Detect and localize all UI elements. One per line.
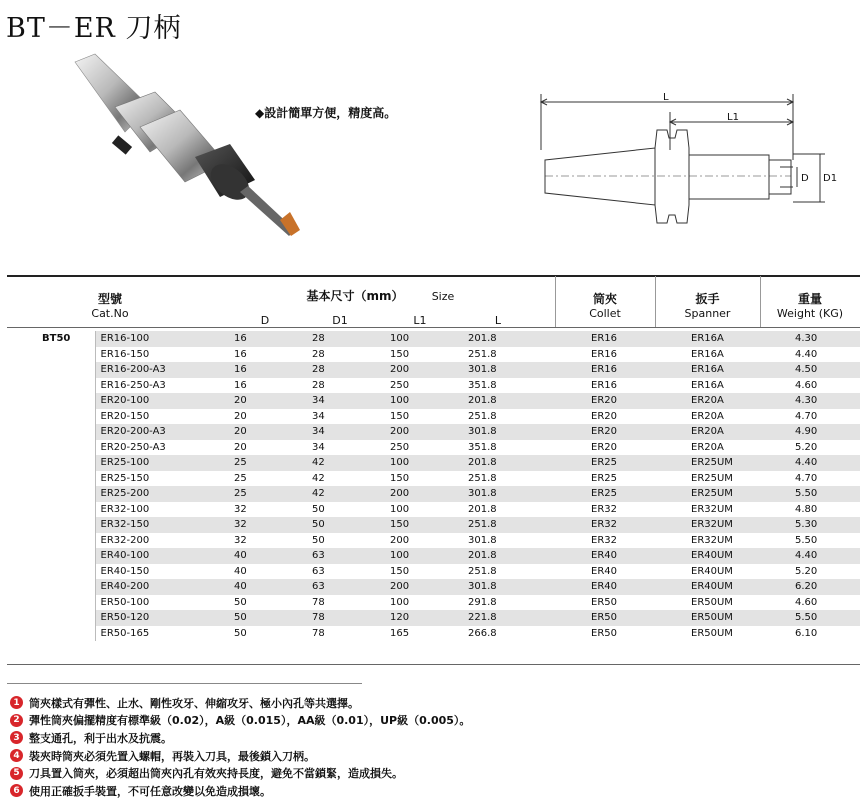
- cell-collet: ER25: [556, 455, 656, 471]
- cell-cat: ER40-200: [95, 579, 220, 595]
- header-catno: Cat.No: [91, 307, 129, 320]
- table-row: [7, 610, 860, 626]
- header-weight-en: Weight (KG): [776, 307, 844, 320]
- cell-D: 25: [234, 472, 247, 484]
- cell-spanner: ER20A: [656, 424, 760, 440]
- table-row: [7, 440, 860, 456]
- table-row: [7, 424, 860, 440]
- cell-collet: ER32: [591, 503, 617, 515]
- table-row: [7, 471, 860, 487]
- cell-spanner: ER50UM: [691, 596, 733, 608]
- table-row: [7, 378, 860, 394]
- page-title: BT－ER 刀柄: [6, 13, 182, 44]
- cell-weight: 4.40: [760, 455, 860, 471]
- group-cell: [7, 347, 95, 363]
- cell-cat: ER32-200: [95, 533, 220, 549]
- cell-weight: 6.10: [795, 627, 818, 639]
- cell-cat: ER16-250-A3: [95, 378, 220, 394]
- note-number-badge: 2: [10, 714, 23, 727]
- header-divider: [760, 276, 761, 327]
- cell-weight: 4.80: [795, 503, 818, 515]
- cell-D: 32: [234, 534, 247, 546]
- cell-L1: 200: [390, 534, 410, 546]
- cell-D1: 28: [298, 362, 376, 378]
- cell-L1: 165: [390, 627, 410, 639]
- table-row: [7, 502, 860, 518]
- note-text: 裝夾時筒夾必須先置入螺帽，再裝入刀具，最後鎖入刀柄。: [29, 749, 315, 763]
- cell-collet: ER20: [591, 410, 617, 422]
- group-cell: [7, 626, 95, 642]
- cell-spanner: ER20A: [656, 393, 760, 409]
- table-row: [7, 564, 860, 580]
- cell-D: 50: [234, 596, 247, 608]
- cell-cat: ER32-100: [95, 502, 220, 518]
- group-cell: [7, 502, 95, 518]
- cell-cat: ER25-200: [95, 486, 220, 502]
- cell-L: 201.8: [468, 503, 497, 515]
- group-cell: [7, 533, 95, 549]
- note-number-badge: 3: [10, 731, 23, 744]
- header-spanner-cn: 扳手: [695, 292, 720, 306]
- cell-cat: ER20-100: [95, 393, 220, 409]
- table-row: [7, 595, 860, 611]
- header-D: D: [260, 314, 270, 327]
- table-row: [7, 486, 860, 502]
- group-cell: [7, 440, 95, 456]
- cell-weight: 5.20: [795, 565, 818, 577]
- cell-D1: 42: [298, 486, 376, 502]
- cell-L1: 250: [390, 379, 410, 391]
- group-cell: [7, 486, 95, 502]
- table-row: [7, 455, 860, 471]
- cell-L1: 250: [390, 441, 410, 453]
- header-divider: [555, 276, 556, 327]
- notes-rule: [7, 683, 362, 684]
- table-row: [7, 533, 860, 549]
- cell-weight: 5.50: [760, 486, 860, 502]
- cell-L1: 200: [376, 486, 454, 502]
- cell-L: 301.8: [454, 579, 556, 595]
- cell-D1: 50: [298, 517, 376, 533]
- note-text: 彈性筒夾偏擺精度有標準級（0.02），A級（0.015），AA級（0.01），UP級（0.005）。: [29, 714, 471, 728]
- cell-D: 32: [234, 503, 247, 515]
- cell-spanner: ER16A: [656, 362, 760, 378]
- cell-D: 50: [234, 627, 247, 639]
- cell-collet: ER40: [556, 548, 656, 564]
- cell-L: 301.8: [454, 486, 556, 502]
- cell-D1: 34: [298, 393, 376, 409]
- cell-spanner: ER32UM: [691, 503, 733, 515]
- cell-cat: ER25-150: [95, 471, 220, 487]
- cell-D1: 50: [312, 503, 325, 515]
- header-L: L: [494, 314, 502, 327]
- cell-D: 40: [220, 579, 298, 595]
- cell-L1: 100: [390, 596, 410, 608]
- cell-collet: ER50: [556, 610, 656, 626]
- cell-L1: 150: [376, 517, 454, 533]
- dimension-drawing: [535, 90, 845, 255]
- cell-cat: ER40-100: [95, 548, 220, 564]
- dim-D: D: [801, 173, 809, 184]
- cell-spanner: ER20A: [691, 410, 724, 422]
- dim-L1: L1: [727, 112, 739, 123]
- cell-L: 351.8: [468, 441, 497, 453]
- notes-list: [10, 694, 470, 800]
- cell-collet: ER50: [591, 596, 617, 608]
- header-divider: [655, 276, 656, 327]
- note-item: [10, 729, 470, 747]
- cell-L1: 200: [376, 424, 454, 440]
- table-bottom-rule: [7, 664, 860, 665]
- cell-cat: ER40-150: [95, 564, 220, 580]
- cell-weight: 4.40: [795, 348, 818, 360]
- cell-D1: 34: [312, 410, 325, 422]
- cell-D: 20: [234, 410, 247, 422]
- cell-collet: ER32: [556, 517, 656, 533]
- cell-D: 40: [220, 548, 298, 564]
- table-row: [7, 362, 860, 378]
- cell-weight: 4.60: [795, 379, 818, 391]
- tool-holder-photo: [55, 52, 305, 242]
- cell-L: 301.8: [454, 362, 556, 378]
- cell-D1: 63: [312, 565, 325, 577]
- cell-L: 291.8: [468, 596, 497, 608]
- note-number-badge: 6: [10, 784, 23, 797]
- cell-spanner: ER25UM: [691, 472, 733, 484]
- group-cell: [7, 610, 95, 626]
- cell-L: 301.8: [454, 424, 556, 440]
- cell-L: 251.8: [454, 517, 556, 533]
- cell-collet: ER25: [556, 486, 656, 502]
- header-collet-cn: 筒夾: [592, 292, 617, 306]
- cell-D: 16: [234, 379, 247, 391]
- cell-cat: ER32-150: [95, 517, 220, 533]
- cell-spanner: ER20A: [691, 441, 724, 453]
- note-text: 使用正確扳手裝置，不可任意改變以免造成損壞。: [29, 784, 271, 798]
- cell-cat: ER50-120: [95, 610, 220, 626]
- group-cell: [7, 362, 95, 378]
- cell-weight: 5.50: [760, 610, 860, 626]
- group-cell: [7, 579, 95, 595]
- header-model: 型號: [97, 292, 122, 306]
- cell-spanner: ER16A: [691, 379, 724, 391]
- cell-collet: ER50: [591, 627, 617, 639]
- cell-spanner: ER40UM: [656, 579, 760, 595]
- cell-L1: 150: [390, 565, 410, 577]
- table-row: [7, 548, 860, 564]
- cell-weight: 4.70: [795, 472, 818, 484]
- spec-table: [7, 331, 860, 641]
- cell-D: 20: [234, 441, 247, 453]
- cell-L: 201.8: [454, 331, 556, 347]
- note-number-badge: 4: [10, 749, 23, 762]
- cell-D: 50: [220, 610, 298, 626]
- cell-weight: 4.60: [795, 596, 818, 608]
- cell-weight: 4.40: [760, 548, 860, 564]
- header-collet-en: Collet: [589, 307, 621, 320]
- group-cell: [7, 595, 95, 611]
- cell-L1: 100: [376, 393, 454, 409]
- note-item: [10, 694, 470, 712]
- cell-collet: ER20: [556, 424, 656, 440]
- group-cell: [7, 517, 95, 533]
- cell-D: 32: [220, 517, 298, 533]
- table-row: [7, 517, 860, 533]
- cell-D: 40: [234, 565, 247, 577]
- cell-L1: 100: [376, 331, 454, 347]
- group-cell: [7, 424, 95, 440]
- cell-L1: 200: [376, 579, 454, 595]
- group-cell: BT50: [42, 333, 71, 344]
- cell-collet: ER16: [591, 348, 617, 360]
- cell-weight: 5.50: [795, 534, 818, 546]
- cell-D1: 28: [312, 348, 325, 360]
- note-item: [10, 782, 470, 800]
- cell-spanner: ER16A: [691, 348, 724, 360]
- cell-D1: 50: [312, 534, 325, 546]
- group-cell: [7, 471, 95, 487]
- cell-L: 251.8: [468, 565, 497, 577]
- cell-collet: ER40: [556, 579, 656, 595]
- header-rule: [7, 327, 860, 328]
- group-cell: [7, 378, 95, 394]
- header-basic-size: 基本尺寸（mm）: [306, 289, 404, 303]
- cell-L: 251.8: [468, 410, 497, 422]
- cell-spanner: ER32UM: [691, 534, 733, 546]
- cell-L: 201.8: [454, 548, 556, 564]
- header-D1: D1: [332, 314, 348, 327]
- cell-weight: 4.30: [760, 331, 860, 347]
- cell-D: 25: [220, 455, 298, 471]
- note-number-badge: 1: [10, 696, 23, 709]
- cell-cat: ER25-100: [95, 455, 220, 471]
- cell-D: 16: [220, 362, 298, 378]
- note-text: 刀具置入筒夾，必須超出筒夾內孔有效夾持長度，避免不當鎖緊，造成損失。: [29, 767, 403, 781]
- cell-spanner: ER16A: [656, 331, 760, 347]
- header-L1: L1: [413, 314, 427, 327]
- cell-cat: ER16-200-A3: [95, 362, 220, 378]
- table-row: [7, 393, 860, 409]
- cell-L: 201.8: [454, 393, 556, 409]
- cell-collet: ER16: [556, 331, 656, 347]
- cell-L1: 150: [390, 348, 410, 360]
- cell-spanner: ER40UM: [691, 565, 733, 577]
- dim-D1: D1: [823, 173, 838, 184]
- cell-cat: ER20-200-A3: [95, 424, 220, 440]
- cell-cat: ER16-100: [95, 331, 220, 347]
- cell-D1: 78: [312, 627, 325, 639]
- cell-weight: 4.30: [760, 393, 860, 409]
- cell-cat: ER50-100: [95, 595, 220, 611]
- cell-L: 251.8: [468, 348, 497, 360]
- note-text: 筒夾樣式有彈性、止水、剛性攻牙、伸縮攻牙、極小內孔等共選擇。: [29, 696, 359, 710]
- cell-L1: 150: [390, 472, 410, 484]
- cell-D1: 34: [312, 441, 325, 453]
- cell-spanner: ER50UM: [691, 627, 733, 639]
- cell-cat: ER50-165: [95, 626, 220, 642]
- cell-D1: 28: [312, 379, 325, 391]
- group-cell: [7, 393, 95, 409]
- cell-D1: 28: [298, 331, 376, 347]
- cell-cat: ER20-250-A3: [95, 440, 220, 456]
- cell-D: 16: [234, 348, 247, 360]
- cell-L1: 200: [376, 362, 454, 378]
- cell-spanner: ER25UM: [656, 486, 760, 502]
- cell-L: 301.8: [468, 534, 497, 546]
- feature-text: ◆設計簡單方便，精度高。: [255, 106, 397, 120]
- cell-L1: 120: [376, 610, 454, 626]
- group-cell: [7, 564, 95, 580]
- group-cell: [7, 409, 95, 425]
- cell-collet: ER16: [591, 379, 617, 391]
- cell-D: 16: [220, 331, 298, 347]
- cell-L: 251.8: [468, 472, 497, 484]
- cell-weight: 5.20: [795, 441, 818, 453]
- cell-spanner: ER32UM: [656, 517, 760, 533]
- cell-L: 351.8: [468, 379, 497, 391]
- cell-L1: 150: [390, 410, 410, 422]
- group-cell: [7, 455, 95, 471]
- header-size: Size: [431, 290, 455, 303]
- cell-D1: 63: [298, 548, 376, 564]
- note-item: [10, 764, 470, 782]
- cell-L: 221.8: [454, 610, 556, 626]
- cell-D1: 42: [298, 455, 376, 471]
- cell-L1: 100: [376, 548, 454, 564]
- note-text: 整支通孔，利于出水及抗震。: [29, 731, 172, 745]
- cell-D1: 34: [298, 424, 376, 440]
- note-number-badge: 5: [10, 767, 23, 780]
- cell-D: 20: [220, 424, 298, 440]
- cell-L: 201.8: [454, 455, 556, 471]
- cell-collet: ER40: [591, 565, 617, 577]
- table-row: [7, 579, 860, 595]
- table-row: [7, 409, 860, 425]
- cell-collet: ER32: [591, 534, 617, 546]
- cell-D1: 78: [312, 596, 325, 608]
- header-spanner-en: Spanner: [684, 307, 731, 320]
- group-cell: [7, 548, 95, 564]
- cell-collet: ER16: [556, 362, 656, 378]
- table-row: [7, 347, 860, 363]
- table-row: [7, 626, 860, 642]
- note-item: [10, 747, 470, 765]
- note-item: [10, 712, 470, 730]
- dim-L: L: [663, 92, 669, 103]
- cell-D: 25: [220, 486, 298, 502]
- cell-collet: ER20: [591, 441, 617, 453]
- cell-cat: ER20-150: [95, 409, 220, 425]
- cell-collet: ER20: [556, 393, 656, 409]
- table-top-rule: [7, 275, 860, 277]
- table-row: [7, 331, 860, 347]
- cell-spanner: ER25UM: [656, 455, 760, 471]
- cell-collet: ER25: [591, 472, 617, 484]
- cell-D1: 78: [298, 610, 376, 626]
- cell-weight: 4.90: [760, 424, 860, 440]
- cell-L1: 100: [376, 455, 454, 471]
- cell-cat: ER16-150: [95, 347, 220, 363]
- cell-D1: 63: [298, 579, 376, 595]
- cell-weight: 4.50: [760, 362, 860, 378]
- cell-L: 266.8: [468, 627, 497, 639]
- cell-weight: 4.70: [795, 410, 818, 422]
- cell-D1: 42: [312, 472, 325, 484]
- cell-weight: 6.20: [760, 579, 860, 595]
- cell-spanner: ER40UM: [656, 548, 760, 564]
- cell-weight: 5.30: [760, 517, 860, 533]
- header-weight-cn: 重量: [797, 292, 822, 306]
- cell-spanner: ER50UM: [656, 610, 760, 626]
- cell-L1: 100: [390, 503, 410, 515]
- cell-D: 20: [220, 393, 298, 409]
